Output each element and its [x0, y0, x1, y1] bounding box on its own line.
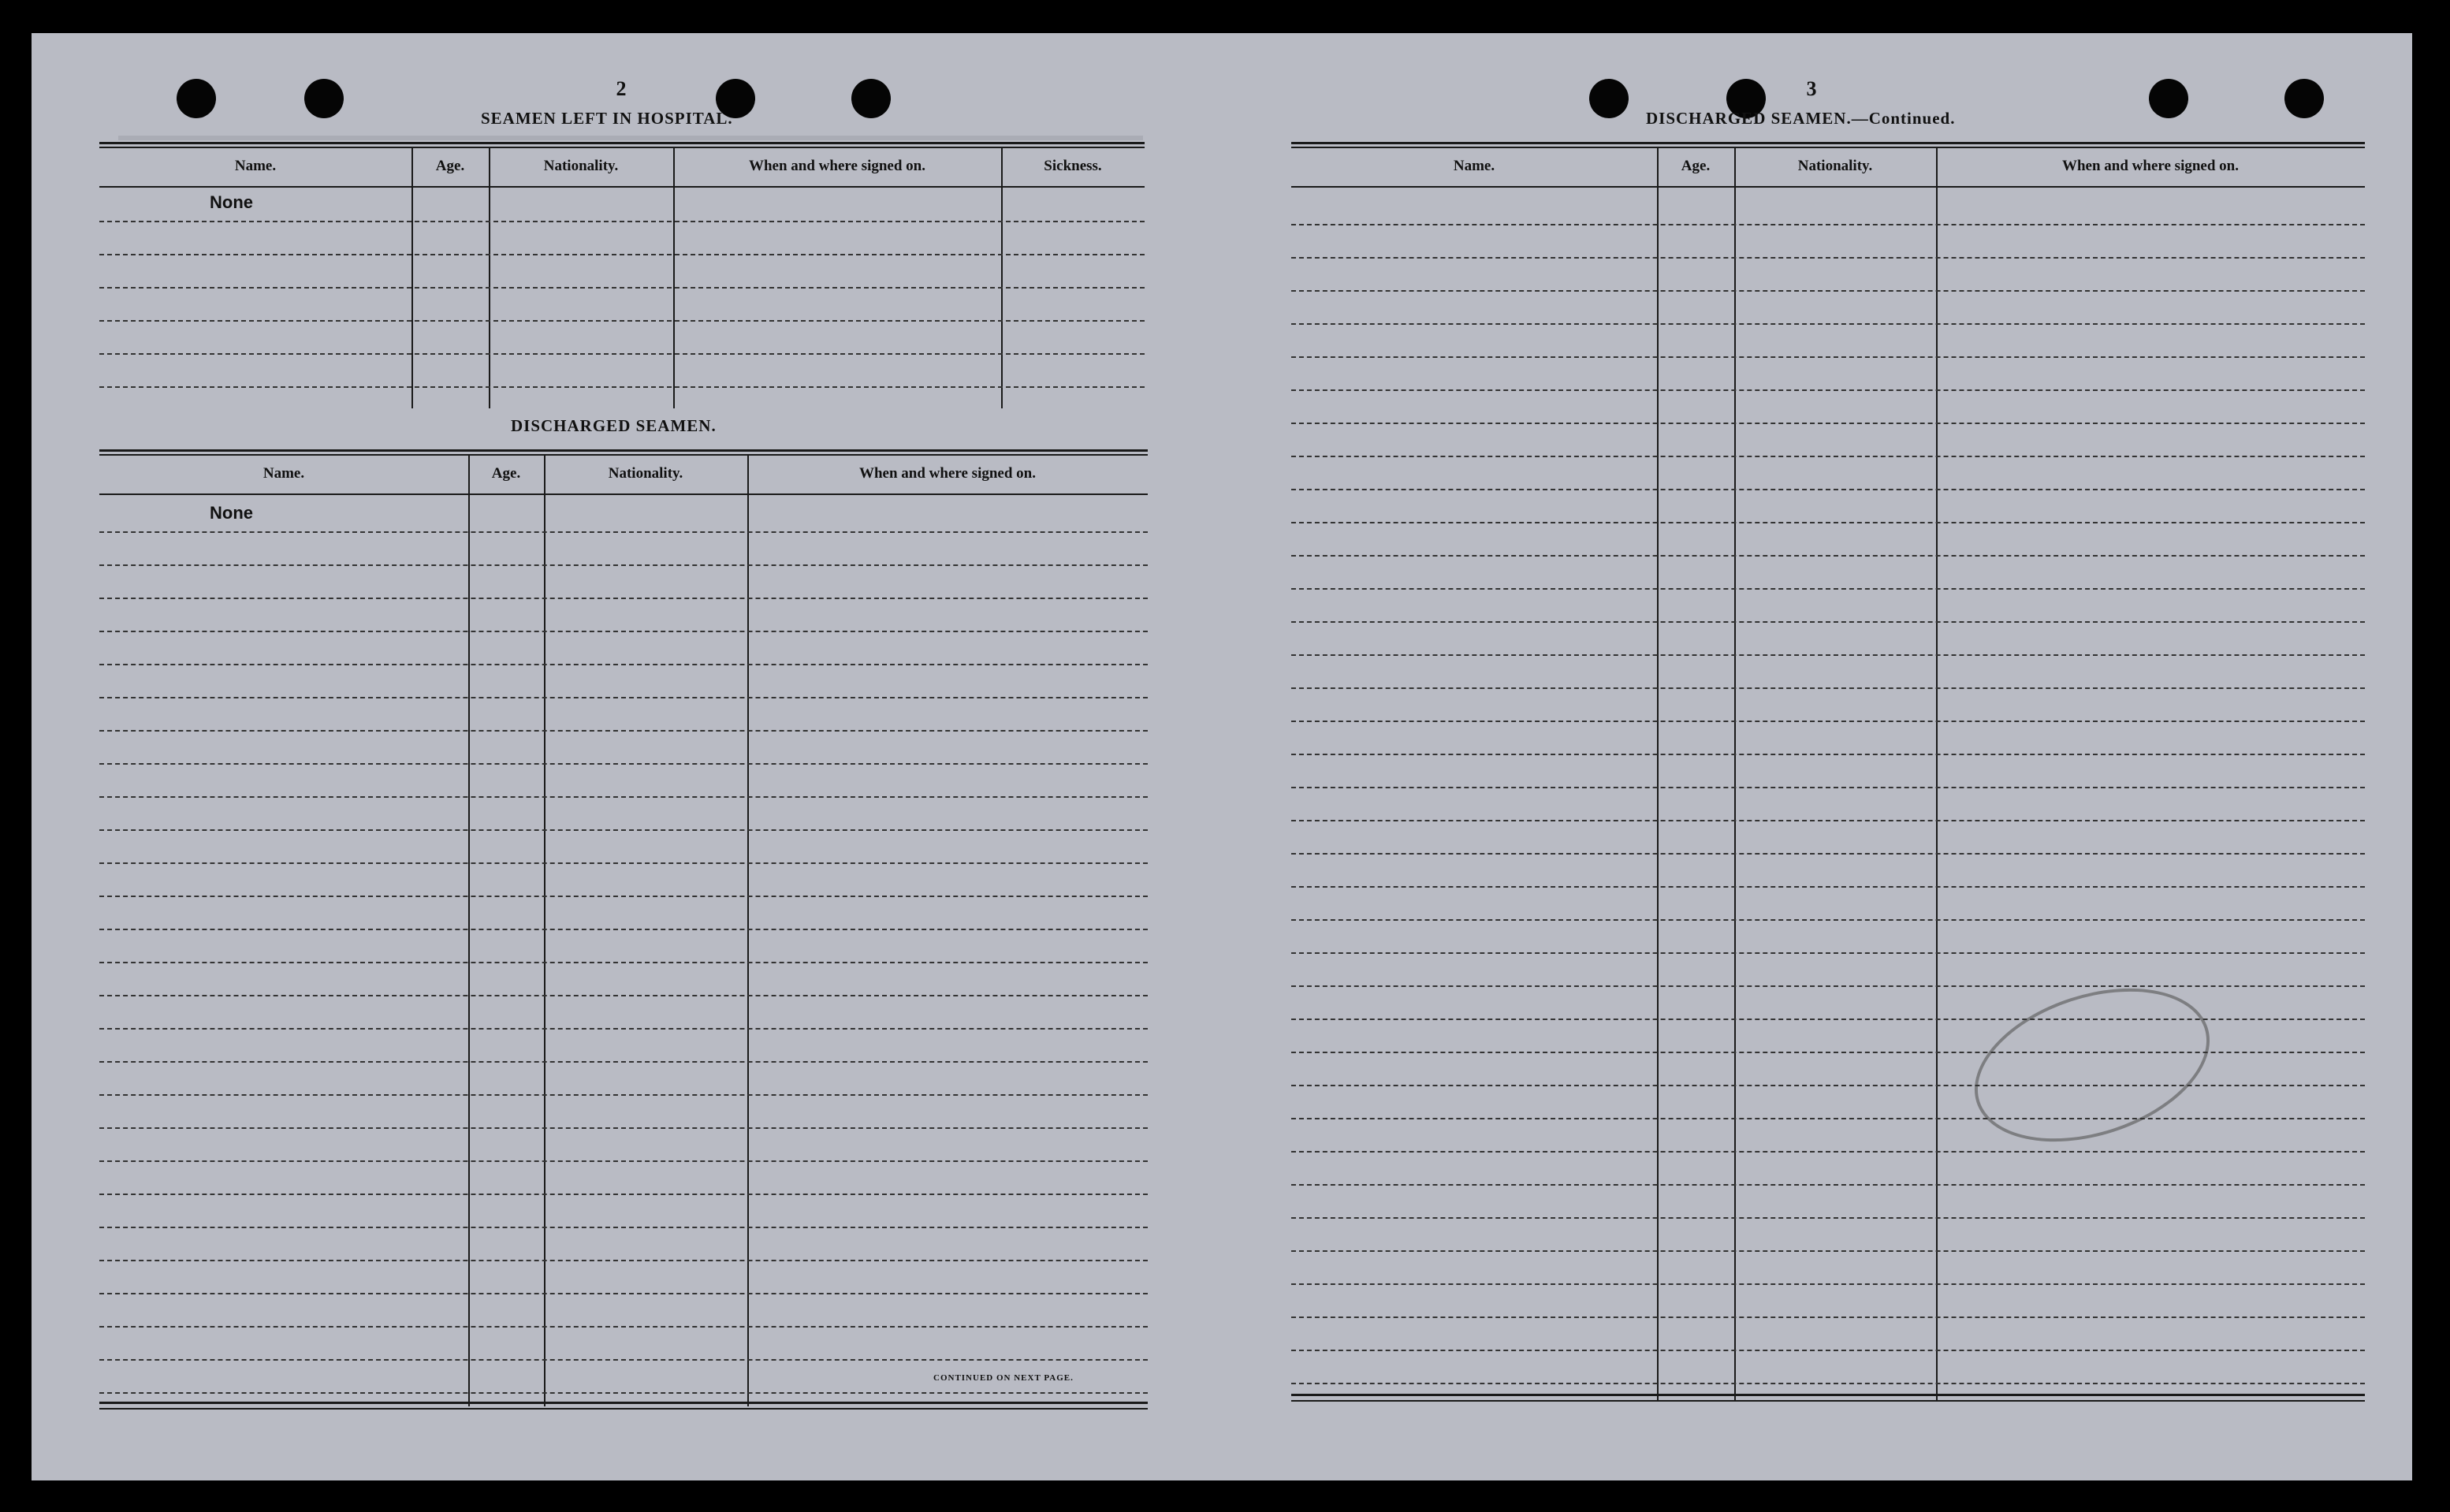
ruled-line [1291, 1316, 2365, 1318]
ruled-line [99, 1194, 1148, 1195]
ruled-line [99, 1028, 1148, 1030]
ruled-line [99, 564, 1148, 566]
column-header: Name. [262, 465, 305, 482]
ruled-line [1291, 1052, 2365, 1053]
table-cell-name: None [210, 503, 253, 523]
column-header: Name. [234, 158, 277, 174]
ruled-line [1291, 787, 2365, 788]
ruled-line [99, 1293, 1148, 1294]
document-spread [32, 33, 2412, 1480]
discharged-continued-title: DISCHARGED SEAMEN.—Continued. [1646, 109, 1956, 128]
column-header: Age. [1681, 158, 1711, 174]
ruled-line [99, 829, 1148, 831]
ruled-line [99, 1326, 1148, 1328]
discharged-table [99, 449, 1148, 1421]
column-header: Age. [491, 465, 521, 482]
ruled-line [1291, 985, 2365, 987]
ruled-line [1291, 257, 2365, 259]
ruled-line [1291, 1383, 2365, 1384]
ruled-line [1291, 1350, 2365, 1351]
ruled-line [1291, 1118, 2365, 1119]
ruled-line [99, 1160, 1148, 1162]
punch-hole [304, 79, 344, 118]
page-number-right: 3 [1806, 77, 1817, 100]
column-header: When and where signed on. [748, 158, 925, 174]
ruled-line [1291, 389, 2365, 391]
column-header: Name. [1453, 158, 1495, 174]
ruled-line [1291, 820, 2365, 821]
hospital-section-title: SEAMEN LEFT IN HOSPITAL. [481, 109, 733, 128]
ruled-line [1291, 423, 2365, 424]
column-header: When and where signed on. [2061, 158, 2239, 174]
ruled-line [99, 730, 1148, 732]
ruled-line [1291, 721, 2365, 722]
ruled-line [99, 598, 1148, 599]
discharged-continued-table [1291, 142, 2365, 1403]
ruled-line [99, 929, 1148, 930]
bleed-through-ghost [118, 136, 1143, 140]
ruled-line [1291, 754, 2365, 755]
continued-note: CONTINUED ON NEXT PAGE. [933, 1373, 1074, 1383]
ruled-line [1291, 687, 2365, 689]
ruled-line [1291, 522, 2365, 523]
ruled-line [99, 1260, 1148, 1261]
ruled-line [1291, 1085, 2365, 1086]
ruled-line [1291, 1019, 2365, 1020]
ruled-line [99, 1061, 1148, 1063]
ruled-line [99, 796, 1148, 798]
ruled-line [99, 1127, 1148, 1129]
ruled-line [99, 896, 1148, 897]
ruled-line [99, 1094, 1148, 1096]
ruled-line [1291, 1184, 2365, 1186]
ruled-line [1291, 456, 2365, 457]
ruled-line [1291, 654, 2365, 656]
ruled-line [1291, 489, 2365, 490]
ruled-line [99, 631, 1148, 632]
ruled-line [1291, 853, 2365, 855]
ruled-line [99, 962, 1148, 963]
ruled-line [99, 1227, 1148, 1228]
ruled-line [1291, 224, 2365, 225]
ruled-line [1291, 290, 2365, 292]
ruled-line [1291, 621, 2365, 623]
table-cell-name: None [210, 192, 253, 212]
ruled-line [99, 763, 1148, 765]
discharged-section-title: DISCHARGED SEAMEN. [511, 416, 717, 435]
punch-hole [177, 79, 216, 118]
column-header: Nationality. [1797, 158, 1873, 174]
ruled-line [99, 531, 1148, 533]
ruled-line [1291, 1250, 2365, 1252]
column-header: Sickness. [1044, 158, 1102, 174]
punch-hole [851, 79, 891, 118]
punch-hole [2149, 79, 2188, 118]
ruled-line [1291, 1217, 2365, 1219]
ruled-line [1291, 555, 2365, 557]
ruled-line [99, 1359, 1148, 1361]
ruled-line [99, 995, 1148, 996]
ruled-line [1291, 1151, 2365, 1153]
page-number-left: 2 [616, 77, 627, 100]
ruled-line [1291, 952, 2365, 954]
hospital-table [99, 142, 1145, 434]
ruled-line [1291, 356, 2365, 358]
ruled-line [99, 664, 1148, 665]
punch-hole [2284, 79, 2324, 118]
column-header: When and where signed on. [858, 465, 1036, 482]
ruled-line [1291, 588, 2365, 590]
column-header: Nationality. [608, 465, 683, 482]
column-header: Age. [435, 158, 465, 174]
ruled-line [1291, 919, 2365, 921]
ruled-line [1291, 323, 2365, 325]
ruled-line [99, 697, 1148, 698]
column-header: Nationality. [543, 158, 619, 174]
punch-hole [1589, 79, 1629, 118]
ruled-line [1291, 1283, 2365, 1285]
ruled-line [99, 862, 1148, 864]
ruled-line [99, 1392, 1148, 1394]
ruled-line [1291, 886, 2365, 888]
